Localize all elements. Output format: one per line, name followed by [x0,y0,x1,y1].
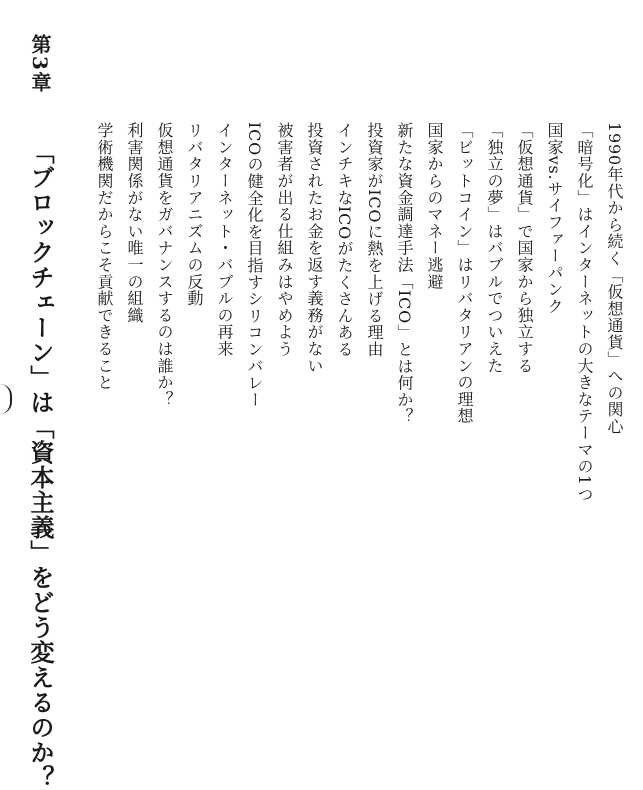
toc-item-label: 国家vs.サイファーパンク [545,122,564,315]
toc-item-label: ICOの健全化を目指すシリコンバレー [245,122,264,409]
chapter-title: 「ブロックチェーン」は「資本主義」をどう変えるのか？ [26,140,55,790]
list-item [276,122,292,357]
list-item [306,122,322,374]
toc-item-label: 被害者が出る仕組みはやめよう [275,122,294,358]
list-item [426,122,442,290]
list-item [156,122,172,408]
list-item [336,122,352,358]
list-item [546,122,562,315]
toc-item-label: 仮想通貨をガバナンスするのは誰か？ [155,122,174,408]
list-item [126,122,142,324]
list-item [96,122,112,391]
toc-item-label: 「ビットコイン」はリバタリアンの理想 [455,122,474,425]
list-item [216,122,232,357]
toc-item-label: 「仮想通貨」で国家から独立する [515,122,534,374]
chapter-label: 第3章 [28,34,52,94]
list-item [366,122,382,358]
table-of-contents [92,122,622,722]
list-item [576,122,592,503]
list-item [246,122,262,408]
toc-item-label: 学術機関だからこそ貢献できること [95,122,114,391]
toc-item-label: 利害関係がない唯一の組織 [125,122,144,324]
toc-item-label: 投資家がICOに熱を上げる理由 [365,122,384,358]
toc-item-label: インチキなICOがたくさんある [335,122,354,358]
toc-item-label: 「独立の夢」はバブルでついえた [485,122,504,374]
list-item [486,122,502,374]
toc-item-label: 新たな資金調達手法「ICO」とは何か？ [395,122,414,425]
list-item [186,122,202,307]
toc-item-label: 国家からのマネー逃避 [425,122,444,290]
toc-item-label: インターネット・バブルの再来 [215,122,234,358]
list-item [456,122,472,424]
edge-bracket-mark [0,384,12,414]
list-item [606,122,622,435]
toc-item-label: 1990年代から続く「仮想通貨」への関心 [605,122,624,435]
toc-item-label: リバタリアニズムの反動 [185,122,204,307]
toc-item-label: 投資されたお金を返す義務がない [305,122,324,374]
toc-item-label: 「暗号化」はインターネットの大きなテーマの1つ [575,122,594,503]
list-item [516,122,532,374]
list-item [396,122,412,425]
